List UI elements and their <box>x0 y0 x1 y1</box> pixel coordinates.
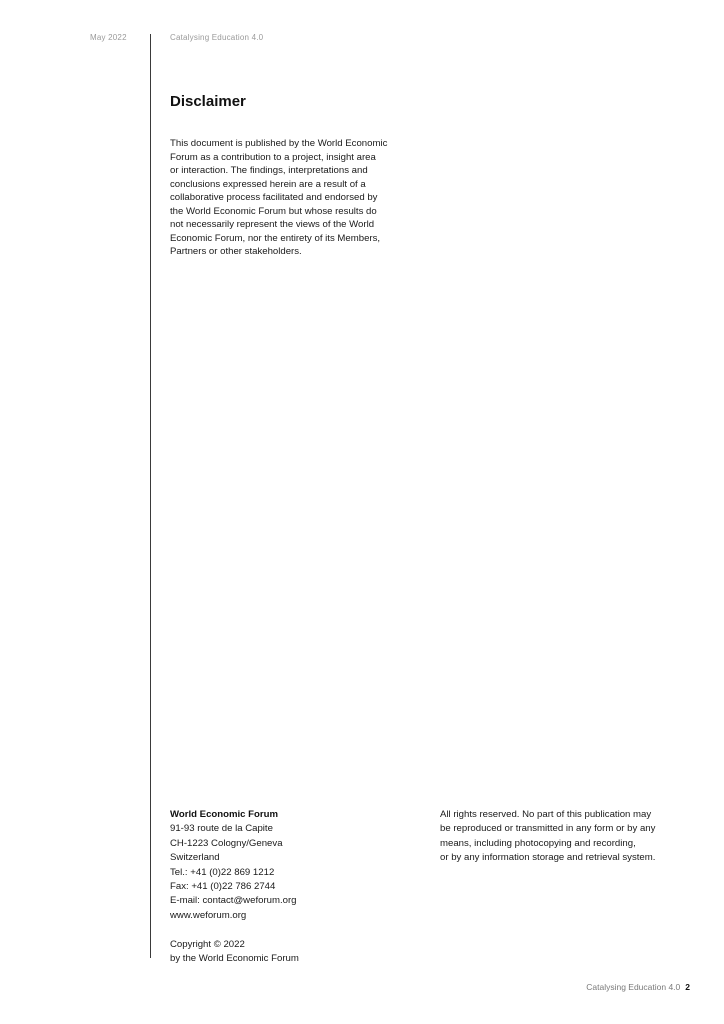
footer-title: Catalysing Education 4.0 <box>586 982 681 992</box>
disclaimer-line: Economic Forum, nor the entirety of its Members, <box>170 232 381 244</box>
telephone: Tel.: +41 (0)22 869 1212 <box>170 866 275 878</box>
address-street: 91-93 route de la Capite <box>170 823 273 835</box>
disclaimer-line: conclusions expressed herein are a result of a <box>170 178 366 190</box>
copyright-line: by the World Economic Forum <box>170 953 299 965</box>
disclaimer-line: or interaction. The findings, interpretations and <box>170 165 368 176</box>
rights-line: means, including photocopying and recording, <box>440 837 636 849</box>
copyright-line: Copyright © 2022 <box>170 938 245 950</box>
disclaimer-body <box>170 137 420 259</box>
disclaimer-line: Partners or other stakeholders. <box>170 246 302 257</box>
rights-line: or by any information storage and retrieval system. <box>440 852 656 864</box>
disclaimer-line: Forum as a contribution to a project, insight area <box>170 151 376 163</box>
address-country: Switzerland <box>170 852 220 864</box>
website: www.weforum.org <box>170 909 247 921</box>
header-document-title: Catalysing Education 4.0 <box>170 33 264 42</box>
fax: Fax: +41 (0)22 786 2744 <box>170 881 276 893</box>
disclaimer-line: collaborative process facilitated and endorsed by <box>170 192 378 203</box>
disclaimer-line: the World Economic Forum but whose results do <box>170 205 377 217</box>
disclaimer-line: This document is published by the World Economic <box>170 138 388 149</box>
header-date: May 2022 <box>90 33 127 42</box>
disclaimer-line: not necessarily represent the views of the World <box>170 219 375 230</box>
email: E-mail: contact@weforum.org <box>170 895 297 907</box>
page-footer <box>586 982 690 992</box>
organization-name: World Economic Forum <box>170 809 279 820</box>
vertical-divider <box>150 34 151 958</box>
spacer <box>170 923 400 937</box>
disclaimer-heading: Disclaimer <box>170 93 246 110</box>
rights-line: be reproduced or transmitted in any form or by any <box>440 823 656 835</box>
page-number: 2 <box>685 982 690 992</box>
address-city: CH-1223 Cologny/Geneva <box>170 837 283 849</box>
rights-notice <box>440 808 700 866</box>
rights-line: All rights reserved. No part of this publication may <box>440 809 652 820</box>
contact-block <box>170 808 400 966</box>
